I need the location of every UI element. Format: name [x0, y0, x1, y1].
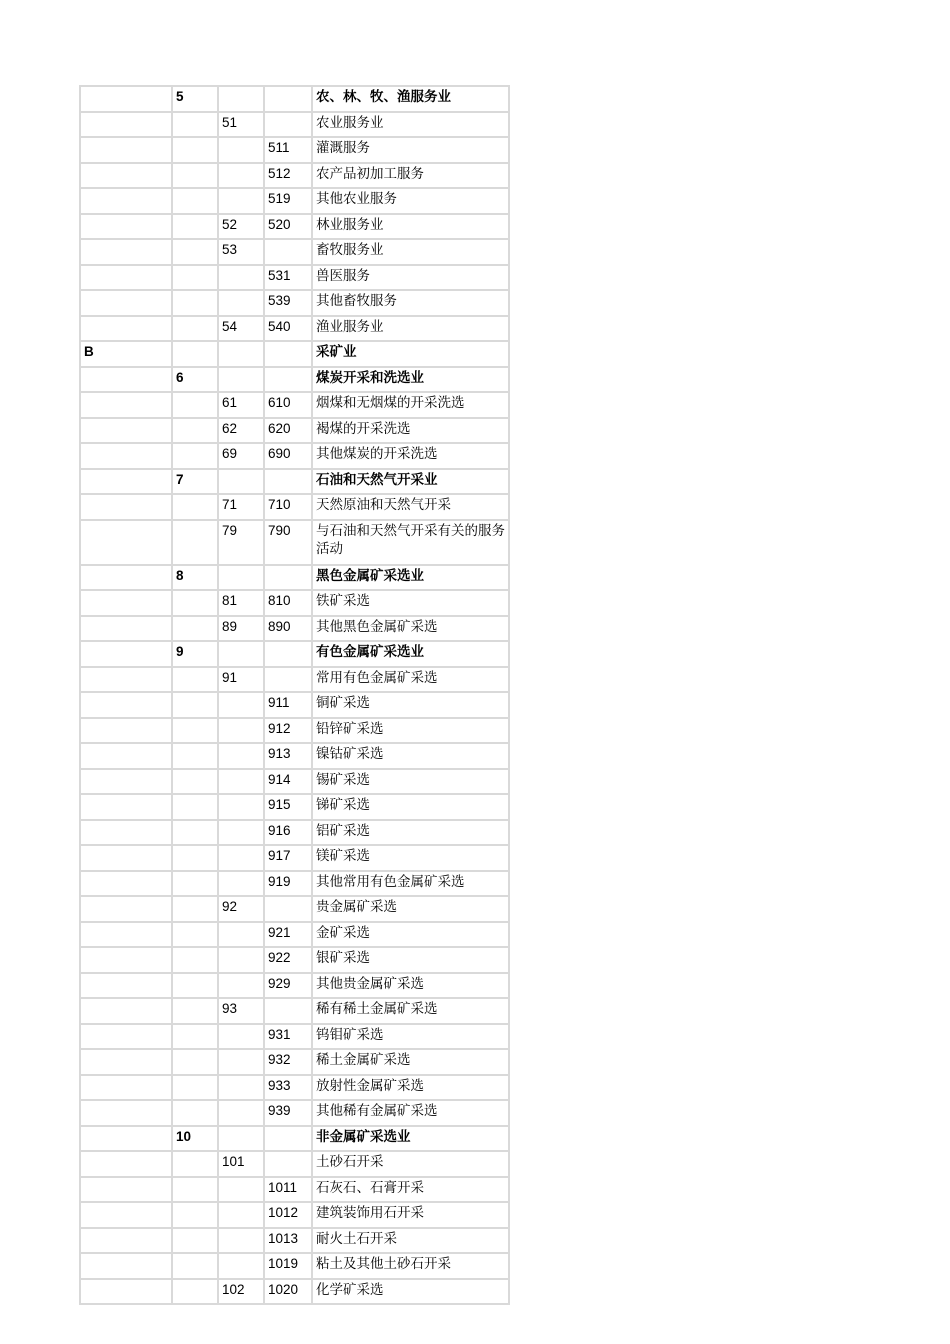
table-row: [81, 872, 508, 898]
table-row: [81, 999, 508, 1025]
category-code-cell: [81, 897, 173, 923]
category-code-cell: [81, 566, 173, 592]
category-name-cell: 铝矿采选: [313, 821, 508, 847]
mid-code-cell: 61: [219, 393, 265, 419]
category-code-cell: [81, 591, 173, 617]
table-row: [81, 1254, 508, 1280]
category-name-cell: 其他煤炭的开采洗选: [313, 444, 508, 470]
table-row: [81, 1101, 508, 1127]
major-code-cell: [173, 1152, 219, 1178]
mid-code-cell: [219, 1076, 265, 1102]
category-name-cell: 黑色金属矿采选业: [313, 566, 508, 592]
category-code-cell: [81, 215, 173, 241]
category-code-cell: [81, 444, 173, 470]
mid-code-cell: 53: [219, 240, 265, 266]
table-row: [81, 291, 508, 317]
small-code-cell: [265, 342, 313, 368]
small-code-cell: [265, 566, 313, 592]
category-name-cell: 其他黑色金属矿采选: [313, 617, 508, 643]
small-code-cell: [265, 1152, 313, 1178]
mid-code-cell: [219, 719, 265, 745]
mid-code-cell: 91: [219, 668, 265, 694]
category-code-cell: [81, 419, 173, 445]
small-code-cell: 922: [265, 948, 313, 974]
major-code-cell: [173, 923, 219, 949]
small-code-cell: 916: [265, 821, 313, 847]
category-code-cell: [81, 266, 173, 292]
mid-code-cell: [219, 744, 265, 770]
category-code-cell: [81, 770, 173, 796]
category-code-cell: [81, 668, 173, 694]
category-name-cell: 镍钴矿采选: [313, 744, 508, 770]
mid-code-cell: [219, 368, 265, 394]
category-name-cell: 银矿采选: [313, 948, 508, 974]
table-row: [81, 566, 508, 592]
major-code-cell: [173, 948, 219, 974]
mid-code-cell: [219, 872, 265, 898]
category-code-cell: [81, 368, 173, 394]
category-name-cell: 其他常用有色金属矿采选: [313, 872, 508, 898]
category-name-cell: 兽医服务: [313, 266, 508, 292]
major-code-cell: 7: [173, 470, 219, 496]
category-code-cell: [81, 974, 173, 1000]
category-code-cell: [81, 1152, 173, 1178]
category-name-cell: 钨钼矿采选: [313, 1025, 508, 1051]
small-code-cell: 933: [265, 1076, 313, 1102]
category-code-cell: [81, 872, 173, 898]
small-code-cell: 520: [265, 215, 313, 241]
mid-code-cell: 62: [219, 419, 265, 445]
mid-code-cell: 92: [219, 897, 265, 923]
mid-code-cell: 54: [219, 317, 265, 343]
category-name-cell: 渔业服务业: [313, 317, 508, 343]
major-code-cell: [173, 1101, 219, 1127]
mid-code-cell: [219, 693, 265, 719]
mid-code-cell: [219, 974, 265, 1000]
table-row: [81, 923, 508, 949]
category-name-cell: 镁矿采选: [313, 846, 508, 872]
major-code-cell: [173, 317, 219, 343]
small-code-cell: [265, 1127, 313, 1153]
category-code-cell: [81, 521, 173, 566]
category-code-cell: [81, 138, 173, 164]
mid-code-cell: [219, 642, 265, 668]
mid-code-cell: 79: [219, 521, 265, 566]
category-code-cell: [81, 1203, 173, 1229]
small-code-cell: [265, 999, 313, 1025]
category-code-cell: [81, 291, 173, 317]
table-row: [81, 419, 508, 445]
table-row: [81, 770, 508, 796]
category-name-cell: 林业服务业: [313, 215, 508, 241]
table-row: [81, 317, 508, 343]
major-code-cell: [173, 693, 219, 719]
category-name-cell: 锑矿采选: [313, 795, 508, 821]
major-code-cell: [173, 1076, 219, 1102]
small-code-cell: [265, 368, 313, 394]
table-row: [81, 693, 508, 719]
table-row: [81, 189, 508, 215]
major-code-cell: [173, 591, 219, 617]
mid-code-cell: [219, 1178, 265, 1204]
table-row: [81, 897, 508, 923]
major-code-cell: [173, 444, 219, 470]
category-name-cell: 金矿采选: [313, 923, 508, 949]
table-row: [81, 470, 508, 496]
major-code-cell: [173, 668, 219, 694]
table-row: [81, 1076, 508, 1102]
category-name-cell: 农业服务业: [313, 113, 508, 139]
category-name-cell: 土砂石开采: [313, 1152, 508, 1178]
category-name-cell: 煤炭开采和洗选业: [313, 368, 508, 394]
small-code-cell: 890: [265, 617, 313, 643]
major-code-cell: [173, 821, 219, 847]
category-name-cell: 其他贵金属矿采选: [313, 974, 508, 1000]
mid-code-cell: [219, 266, 265, 292]
category-name-cell: 采矿业: [313, 342, 508, 368]
category-code-cell: [81, 846, 173, 872]
mid-code-cell: [219, 87, 265, 113]
small-code-cell: 710: [265, 495, 313, 521]
category-code-cell: [81, 240, 173, 266]
mid-code-cell: 69: [219, 444, 265, 470]
category-name-cell: 建筑装饰用石开采: [313, 1203, 508, 1229]
table-row: [81, 1203, 508, 1229]
small-code-cell: 912: [265, 719, 313, 745]
mid-code-cell: [219, 291, 265, 317]
mid-code-cell: 89: [219, 617, 265, 643]
major-code-cell: [173, 1254, 219, 1280]
category-code-cell: [81, 317, 173, 343]
table-row: [81, 744, 508, 770]
table-row: [81, 1178, 508, 1204]
major-code-cell: [173, 999, 219, 1025]
category-name-cell: 非金属矿采选业: [313, 1127, 508, 1153]
small-code-cell: 540: [265, 317, 313, 343]
mid-code-cell: [219, 189, 265, 215]
mid-code-cell: [219, 846, 265, 872]
major-code-cell: [173, 1178, 219, 1204]
industry-code-table: [79, 85, 510, 1305]
major-code-cell: [173, 266, 219, 292]
category-name-cell: 其他农业服务: [313, 189, 508, 215]
category-code-cell: [81, 1254, 173, 1280]
mid-code-cell: 52: [219, 215, 265, 241]
table-row: [81, 668, 508, 694]
category-name-cell: 烟煤和无烟煤的开采洗选: [313, 393, 508, 419]
table-row: [81, 342, 508, 368]
category-code-cell: [81, 744, 173, 770]
mid-code-cell: [219, 1254, 265, 1280]
category-code-cell: [81, 821, 173, 847]
table-row: [81, 1229, 508, 1255]
mid-code-cell: 93: [219, 999, 265, 1025]
table-row: [81, 617, 508, 643]
major-code-cell: 10: [173, 1127, 219, 1153]
major-code-cell: [173, 189, 219, 215]
category-name-cell: 农、林、牧、渔服务业: [313, 87, 508, 113]
table-row: [81, 240, 508, 266]
category-code-cell: [81, 719, 173, 745]
category-name-cell: 放射性金属矿采选: [313, 1076, 508, 1102]
category-name-cell: 天然原油和天然气开采: [313, 495, 508, 521]
major-code-cell: [173, 846, 219, 872]
category-code-cell: [81, 87, 173, 113]
small-code-cell: [265, 668, 313, 694]
mid-code-cell: [219, 164, 265, 190]
small-code-cell: 620: [265, 419, 313, 445]
major-code-cell: [173, 617, 219, 643]
small-code-cell: 915: [265, 795, 313, 821]
major-code-cell: [173, 138, 219, 164]
table-row: [81, 821, 508, 847]
small-code-cell: [265, 87, 313, 113]
major-code-cell: [173, 521, 219, 566]
small-code-cell: 511: [265, 138, 313, 164]
major-code-cell: [173, 393, 219, 419]
category-name-cell: 稀有稀土金属矿采选: [313, 999, 508, 1025]
table-row: [81, 948, 508, 974]
category-code-cell: [81, 999, 173, 1025]
small-code-cell: 932: [265, 1050, 313, 1076]
major-code-cell: [173, 342, 219, 368]
major-code-cell: [173, 215, 219, 241]
table-row: [81, 495, 508, 521]
category-name-cell: 稀土金属矿采选: [313, 1050, 508, 1076]
mid-code-cell: 101: [219, 1152, 265, 1178]
mid-code-cell: [219, 566, 265, 592]
category-name-cell: 铁矿采选: [313, 591, 508, 617]
table-row: [81, 368, 508, 394]
table-row: [81, 393, 508, 419]
table-row: [81, 266, 508, 292]
category-code-cell: [81, 1178, 173, 1204]
table-row: [81, 642, 508, 668]
small-code-cell: [265, 642, 313, 668]
mid-code-cell: [219, 948, 265, 974]
major-code-cell: [173, 291, 219, 317]
small-code-cell: 610: [265, 393, 313, 419]
small-code-cell: 917: [265, 846, 313, 872]
mid-code-cell: [219, 770, 265, 796]
category-code-cell: [81, 113, 173, 139]
major-code-cell: 5: [173, 87, 219, 113]
table-row: [81, 444, 508, 470]
category-code-cell: [81, 1280, 173, 1304]
major-code-cell: [173, 495, 219, 521]
small-code-cell: 1011: [265, 1178, 313, 1204]
small-code-cell: 539: [265, 291, 313, 317]
table-row: [81, 138, 508, 164]
small-code-cell: 690: [265, 444, 313, 470]
category-name-cell: 常用有色金属矿采选: [313, 668, 508, 694]
table-row: [81, 719, 508, 745]
category-code-cell: [81, 393, 173, 419]
major-code-cell: [173, 1050, 219, 1076]
major-code-cell: [173, 1280, 219, 1304]
table-row: [81, 591, 508, 617]
table-row: [81, 113, 508, 139]
small-code-cell: 913: [265, 744, 313, 770]
table-row: [81, 1050, 508, 1076]
mid-code-cell: 71: [219, 495, 265, 521]
table-row: [81, 795, 508, 821]
category-name-cell: 褐煤的开采洗选: [313, 419, 508, 445]
table-row: [81, 974, 508, 1000]
category-code-cell: [81, 1229, 173, 1255]
small-code-cell: [265, 240, 313, 266]
table-row: [81, 521, 508, 566]
category-code-cell: [81, 642, 173, 668]
mid-code-cell: [219, 342, 265, 368]
table-row: [81, 1025, 508, 1051]
category-name-cell: 铅锌矿采选: [313, 719, 508, 745]
category-code-cell: [81, 693, 173, 719]
small-code-cell: 931: [265, 1025, 313, 1051]
category-code-cell: [81, 1076, 173, 1102]
category-code-cell: [81, 470, 173, 496]
category-name-cell: 锡矿采选: [313, 770, 508, 796]
mid-code-cell: [219, 1229, 265, 1255]
category-code-cell: [81, 617, 173, 643]
mid-code-cell: 102: [219, 1280, 265, 1304]
major-code-cell: [173, 872, 219, 898]
category-name-cell: 粘土及其他土砂石开采: [313, 1254, 508, 1280]
small-code-cell: 1012: [265, 1203, 313, 1229]
mid-code-cell: [219, 1203, 265, 1229]
small-code-cell: 939: [265, 1101, 313, 1127]
category-name-cell: 与石油和天然气开采有关的服务活动: [313, 521, 508, 566]
category-code-cell: B: [81, 342, 173, 368]
mid-code-cell: [219, 923, 265, 949]
category-name-cell: 灌溉服务: [313, 138, 508, 164]
category-code-cell: [81, 164, 173, 190]
major-code-cell: 8: [173, 566, 219, 592]
category-name-cell: 耐火土石开采: [313, 1229, 508, 1255]
small-code-cell: 1020: [265, 1280, 313, 1304]
mid-code-cell: [219, 1025, 265, 1051]
mid-code-cell: 81: [219, 591, 265, 617]
major-code-cell: [173, 770, 219, 796]
major-code-cell: [173, 1203, 219, 1229]
category-name-cell: 其他稀有金属矿采选: [313, 1101, 508, 1127]
major-code-cell: 9: [173, 642, 219, 668]
major-code-cell: [173, 974, 219, 1000]
category-name-cell: 有色金属矿采选业: [313, 642, 508, 668]
category-code-cell: [81, 1127, 173, 1153]
major-code-cell: [173, 164, 219, 190]
mid-code-cell: [219, 1101, 265, 1127]
category-code-cell: [81, 1025, 173, 1051]
small-code-cell: 921: [265, 923, 313, 949]
major-code-cell: [173, 897, 219, 923]
mid-code-cell: [219, 795, 265, 821]
category-code-cell: [81, 495, 173, 521]
mid-code-cell: [219, 1050, 265, 1076]
table-body: [81, 87, 508, 1303]
mid-code-cell: [219, 470, 265, 496]
small-code-cell: 1019: [265, 1254, 313, 1280]
mid-code-cell: 51: [219, 113, 265, 139]
small-code-cell: 512: [265, 164, 313, 190]
major-code-cell: [173, 113, 219, 139]
small-code-cell: 919: [265, 872, 313, 898]
table-row: [81, 87, 508, 113]
table-row: [81, 164, 508, 190]
small-code-cell: 790: [265, 521, 313, 566]
small-code-cell: 911: [265, 693, 313, 719]
category-name-cell: 化学矿采选: [316, 1281, 384, 1297]
small-code-cell: 531: [265, 266, 313, 292]
category-code-cell: [81, 795, 173, 821]
category-name-cell: 畜牧服务业: [313, 240, 508, 266]
category-code-cell: [81, 948, 173, 974]
small-code-cell: [265, 897, 313, 923]
table-row: [81, 1280, 508, 1304]
table-row: [81, 1152, 508, 1178]
category-name-cell: 石油和天然气开采业: [313, 470, 508, 496]
small-code-cell: 810: [265, 591, 313, 617]
small-code-cell: [265, 113, 313, 139]
category-name-cell: 农产品初加工服务: [313, 164, 508, 190]
major-code-cell: [173, 719, 219, 745]
mid-code-cell: [219, 138, 265, 164]
major-code-cell: 6: [173, 368, 219, 394]
major-code-cell: [173, 795, 219, 821]
major-code-cell: [173, 744, 219, 770]
table-row: [81, 1127, 508, 1153]
major-code-cell: [173, 419, 219, 445]
category-code-cell: [81, 189, 173, 215]
category-code-cell: [81, 1101, 173, 1127]
major-code-cell: [173, 1025, 219, 1051]
major-code-cell: [173, 1229, 219, 1255]
category-name-cell: 石灰石、石膏开采: [313, 1178, 508, 1204]
small-code-cell: 914: [265, 770, 313, 796]
small-code-cell: [265, 470, 313, 496]
small-code-cell: 519: [265, 189, 313, 215]
category-name-cell: 贵金属矿采选: [313, 897, 508, 923]
category-name-cell: 其他畜牧服务: [313, 291, 508, 317]
category-code-cell: [81, 1050, 173, 1076]
major-code-cell: [173, 240, 219, 266]
table-row: [81, 846, 508, 872]
table-row: [81, 215, 508, 241]
small-code-cell: 1013: [265, 1229, 313, 1255]
mid-code-cell: [219, 1127, 265, 1153]
category-code-cell: [81, 923, 173, 949]
mid-code-cell: [219, 821, 265, 847]
small-code-cell: 929: [265, 974, 313, 1000]
category-name-cell: 铜矿采选: [313, 693, 508, 719]
